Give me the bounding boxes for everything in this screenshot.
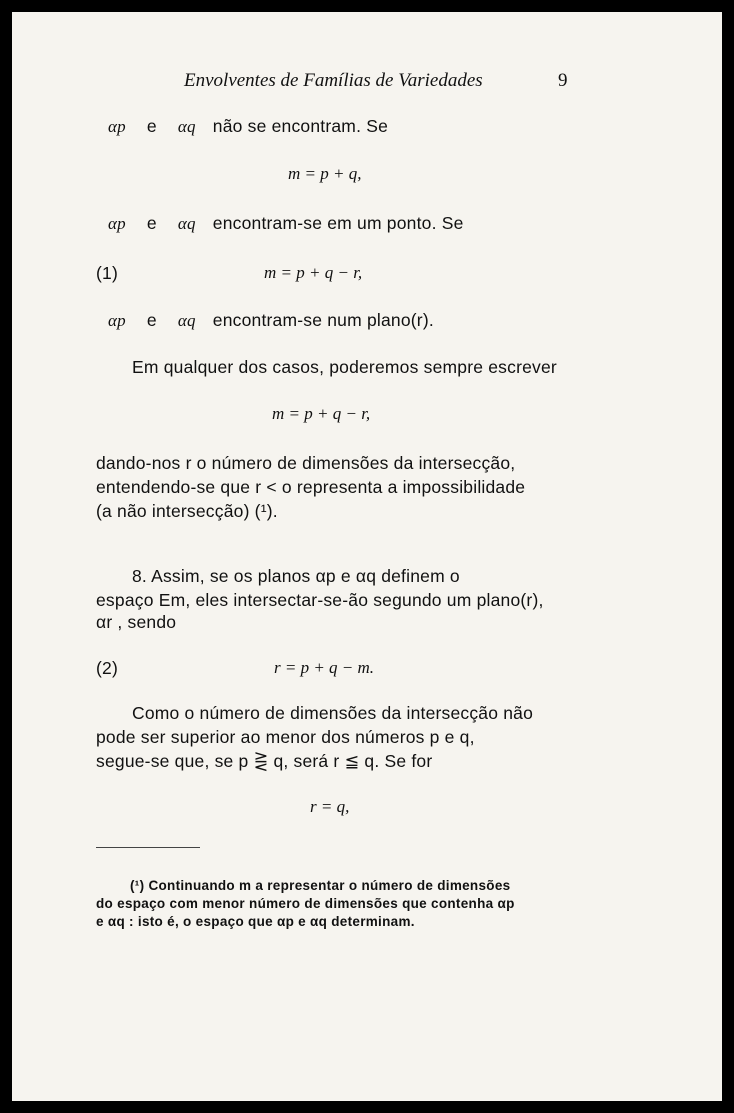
footnote-line: e αq : isto é, o espaço que αp e αq determinam. — [96, 914, 415, 929]
conj: e — [146, 116, 157, 136]
paragraph-line: entendendo-se que r < o representa a impossibilidade — [96, 477, 526, 497]
alpha-q: αq — [177, 214, 196, 233]
text: encontram-se em um ponto. Se — [212, 213, 464, 233]
equation: m = p + q − r, — [272, 404, 371, 423]
text: não se encontram. Se — [212, 116, 388, 136]
text: encontram-se num plano(r). — [212, 310, 434, 330]
paragraph-line: Como o número de dimensões da intersecção não — [132, 703, 534, 723]
alpha-p: αp — [108, 311, 126, 330]
equation: r = p + q − m. — [274, 658, 375, 677]
equation-label: (1) — [96, 263, 118, 283]
paragraph-line: pode ser superior ao menor dos números p e q, — [96, 727, 475, 747]
paragraph-line: Em qualquer dos casos, poderemos sempre escrever — [132, 357, 557, 377]
footnote-divider — [96, 847, 200, 848]
footnote-line: (¹) Continuando m a representar o número de dimensões — [130, 878, 511, 893]
equation: m = p + q, — [288, 164, 362, 183]
paragraph-line: segue-se que, se p ⋛ q, será r ≦ q. Se for — [96, 751, 433, 771]
alpha-q: αq — [177, 311, 196, 330]
paragraph-line: 8. Assim, se os planos αp e αq definem o — [132, 566, 460, 586]
alpha-p: αp — [108, 214, 126, 233]
equation: r = q, — [310, 797, 350, 816]
paragraph-line: αr , sendo — [96, 612, 177, 632]
paragraph-line: dando-nos r o número de dimensões da intersecção, — [96, 453, 516, 473]
text-line — [108, 310, 434, 331]
text-line — [108, 116, 388, 137]
text-line — [108, 213, 464, 234]
equation: m = p + q − r, — [264, 263, 363, 282]
equation-label: (2) — [96, 658, 118, 678]
footnote-line: do espaço com menor número de dimensões que contenha αp — [96, 896, 515, 911]
paragraph-line: espaço Em, eles intersectar-se-ão segundo um plano(r), — [96, 590, 544, 610]
paragraph-line: (a não intersecção) (¹). — [96, 501, 278, 521]
page-number: 9 — [558, 70, 568, 91]
conj: e — [146, 213, 157, 233]
running-title: Envolventes de Famílias de Variedades — [184, 70, 483, 91]
book-page — [12, 12, 722, 1101]
alpha-p: αp — [108, 117, 126, 136]
alpha-q: αq — [177, 117, 196, 136]
conj: e — [146, 310, 157, 330]
